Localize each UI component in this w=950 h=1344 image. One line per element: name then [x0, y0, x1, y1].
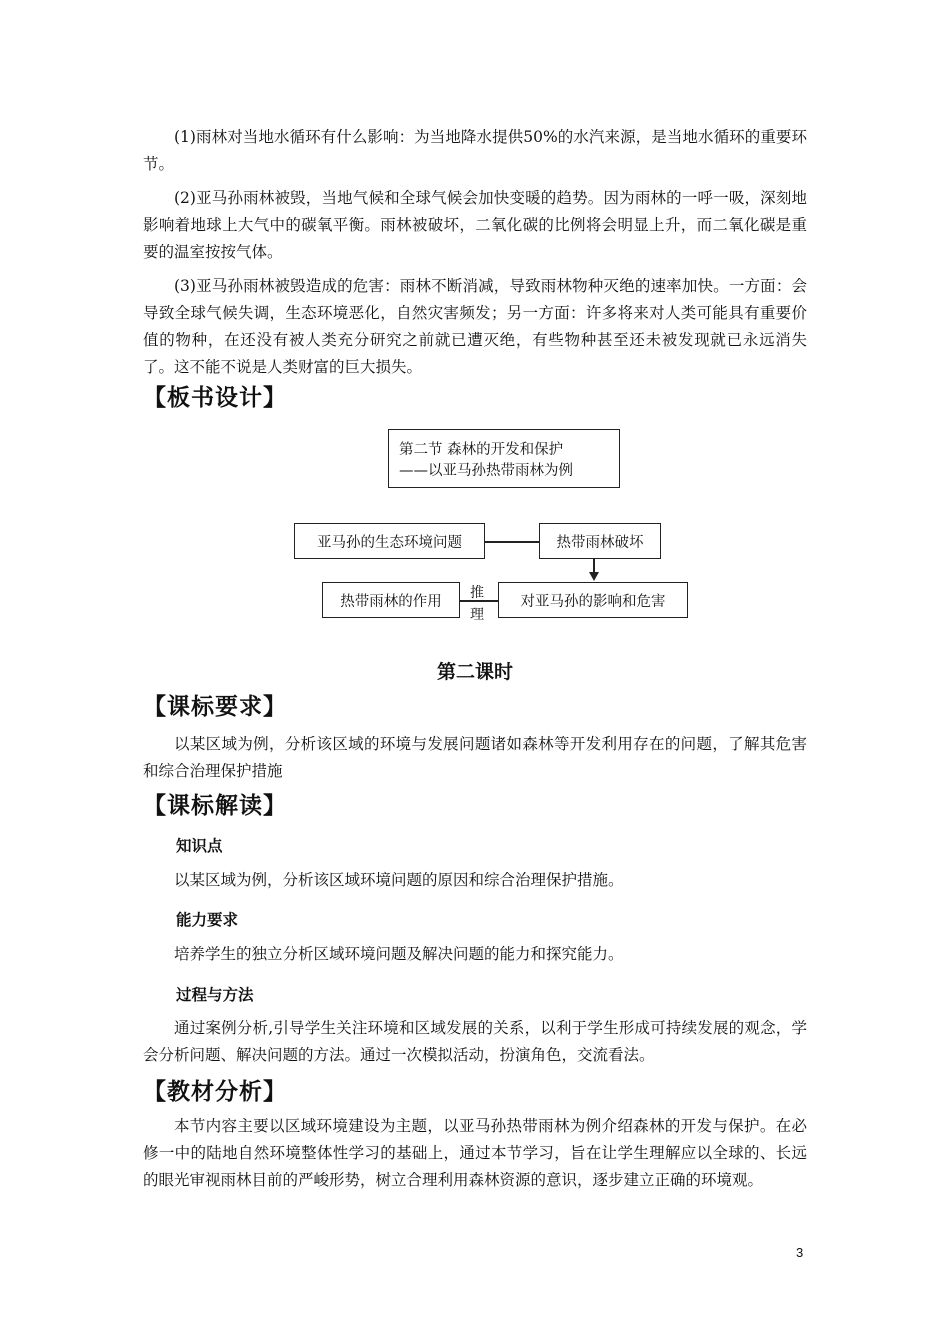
textbook-text: 本节内容主要以区域环境建设为主题，以亚马孙热带雨林为例介绍森林的开发与保护。在必修一中的陆地自然环境整体性学习的基础上，通过本节学习，旨在让学生理解应以全球的、长远的眼光审视雨林目前的严峻形势，树立合理利用森林资源的意识，逐步建立正确的环境观。 [143, 1117, 807, 1189]
heading-textbook: 【教材分析】 [143, 1079, 287, 1105]
diagram-box-role [322, 582, 460, 618]
heading-interpret: 【课标解读】 [143, 793, 287, 819]
diagram-box-destroy-label: 热带雨林破坏 [556, 534, 644, 551]
paragraph-water-cycle: (1)雨林对当地水循环有什么影响：为当地降水提供50%的水汽来源，是当地水循环的重要环节。 [143, 128, 807, 173]
infer-label-bottom: 理 [470, 607, 484, 623]
standard-text: 以某区域为例，分析该区域的环境与发展问题诸如森林等开发利用存在的问题，了解其危害和综合治理保护措施 [143, 735, 807, 780]
diagram-box-eco-label: 亚马孙的生态环境问题 [317, 534, 462, 551]
diagram-title-line1: 第二节 森林的开发和保护 [399, 441, 564, 458]
connector-eco-destroy [485, 541, 539, 543]
arrow-down-icon [589, 572, 599, 581]
diagram-title-line2: ——以亚马孙热带雨林为例 [399, 462, 573, 479]
paragraph-climate: (2)亚马孙雨林被毁，当地气候和全球气候会加快变暖的趋势。因为雨林的一呼一吸，深刻地影响着地球上大气中的碳氧平衡。雨林被破坏，二氧化碳的比例将会明显上升，而二氧化碳是重要的温室按按气体。 [143, 189, 807, 261]
knowledge-text: 以某区域为例，分析该区域环境问题的原因和综合治理保护措施。 [174, 871, 624, 889]
infer-label-top: 推 [470, 585, 484, 601]
subhead-process: 过程与方法 [176, 986, 254, 1004]
process-text: 通过案例分析,引导学生关注环境和区域发展的关系，以利于学生形成可持续发展的观念，学会分析问题、解决问题的方法。通过一次模拟活动，扮演角色，交流看法。 [143, 1019, 807, 1064]
page-number: 3 [796, 1245, 804, 1260]
diagram-box-destroy [539, 523, 661, 559]
diagram-title-box [388, 429, 620, 488]
ability-text: 培养学生的独立分析区域环境问题及解决问题的能力和探究能力。 [174, 945, 624, 963]
diagram-box-eco-problem [294, 523, 485, 559]
arrow-shaft [593, 559, 595, 573]
heading-board-design: 【板书设计】 [143, 385, 287, 411]
heading-standard: 【课标要求】 [143, 694, 287, 720]
subhead-knowledge: 知识点 [176, 837, 223, 855]
diagram-box-role-label: 热带雨林的作用 [340, 593, 442, 610]
diagram-box-impact-label: 对亚马孙的影响和危害 [520, 593, 666, 610]
paragraph-harm: (3)亚马孙雨林被毁造成的危害：雨林不断消减，导致雨林物种灭绝的速率加快。一方面：会导致全球气候失调，生态环境恶化，自然灾害频发；另一方面：许多将来对人类可能具有重要价值的物种，在还没有被人类充分研究之前就已遭灭绝，有些物种甚至还未被发现就已永远消失了。这不能不说是人类财富的巨大损失。 [143, 277, 807, 376]
lesson-title: 第二课时 [436, 661, 513, 683]
diagram-box-impact [498, 582, 688, 618]
subhead-ability: 能力要求 [176, 911, 239, 929]
